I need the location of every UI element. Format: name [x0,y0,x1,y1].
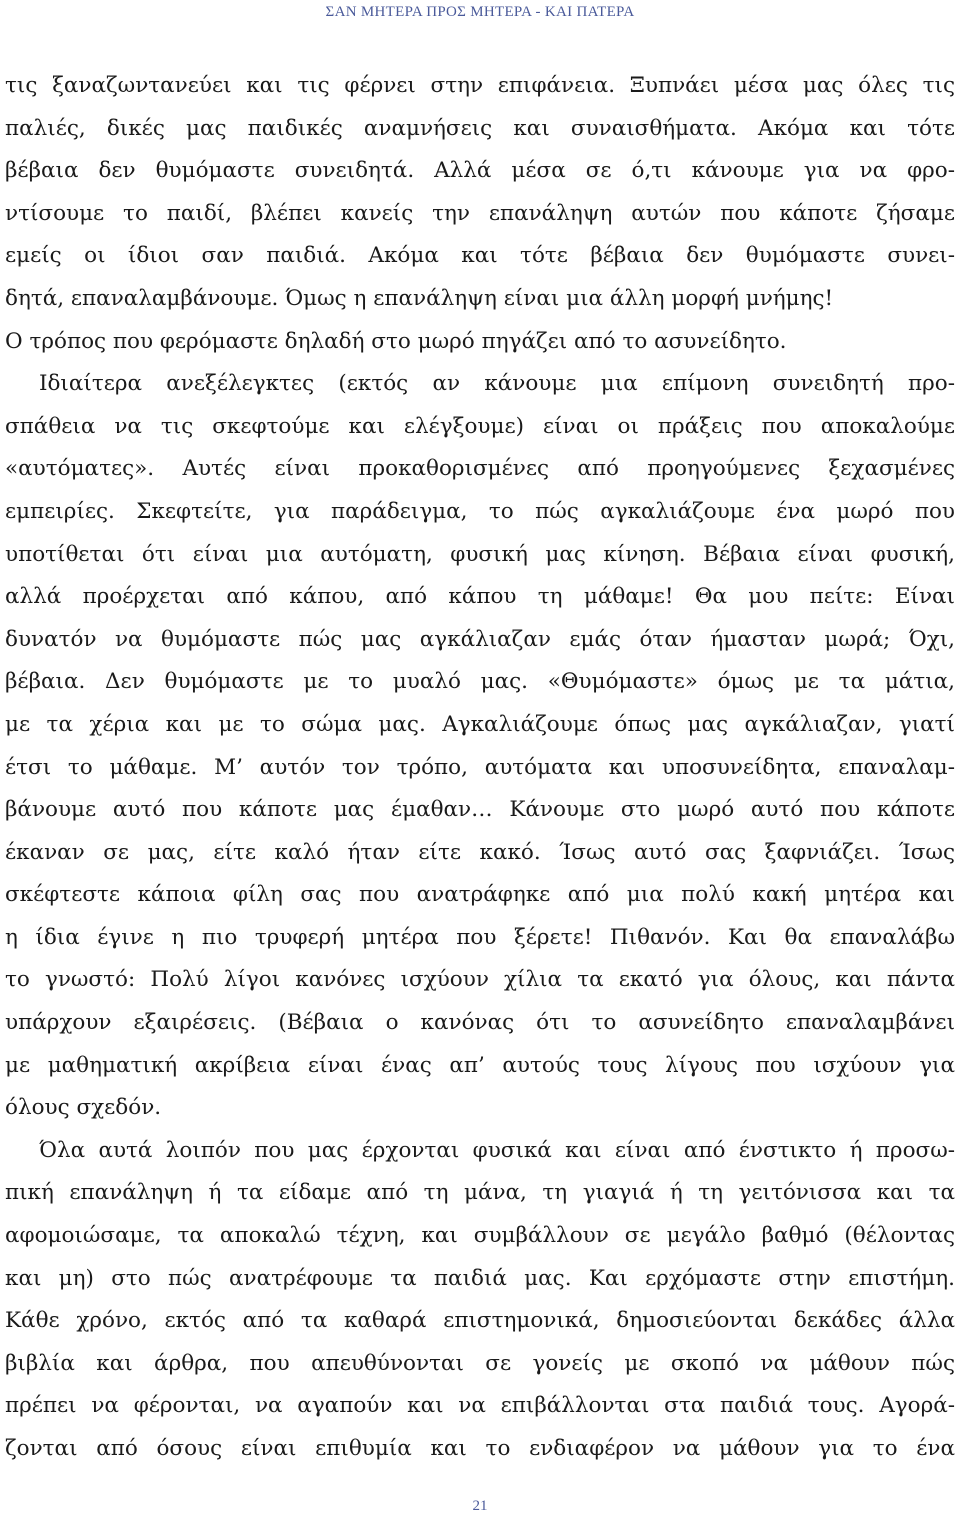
text-line: σπάθεια να τις σκεφτούμε και ελέγξουμε) είναι οι πράξεις που αποκαλούμε [5,413,955,439]
text-line: Κάθε χρόνο, εκτός από τα καθαρά επιστημονικά, δημοσιεύονται δεκάδες άλλα [5,1308,955,1334]
text-line: βάνουμε αυτό που κάποτε μας έμαθαν… Κάνουμε στο μωρό αυτό που κάποτε [5,797,955,823]
text-line: και μη) στο πώς ανατρέφουμε τα παιδιά μας. Και ερχόμαστε στην επιστήμη. [5,1265,955,1291]
text-line: με τα χέρια και με το σώμα μας. Αγκαλιάζουμε όπως μας αγκάλιαζαν, γιατί [5,711,955,737]
text-line: πική επανάληψη ή τα είδαμε από τη μάνα, τη γιαγιά ή τη γειτόνισσα και τα [5,1180,955,1206]
running-header: ΣΑΝ ΜΗΤΕΡΑ ΠΡΟΣ ΜΗΤΕΡΑ - ΚΑΙ ΠΑΤΕΡΑ [325,4,635,20]
text-line: πρέπει να φέρονται, να αγαπούν και να επιβάλλονται στα παιδιά τους. Αγορά- [5,1393,955,1419]
page-body [5,65,955,1471]
text-line: παλιές, δικές μας παιδικές αναμνήσεις και συναισθήματα. Ακόμα και τότε [5,115,955,141]
text-line: δυνατόν να θυμόμαστε πώς μας αγκάλιαζαν εμάς όταν ήμασταν μωρά; Όχι, [5,626,955,652]
text-line: έκαναν σε μας, είτε καλό ήταν είτε κακό. Ίσως αυτό σας ξαφνιάζει. Ίσως [5,839,955,865]
text-line: βέβαια δεν θυμόμαστε συνειδητά. Αλλά μέσα σε ό,τι κάνουμε για να φρο- [5,158,955,184]
text-line: υποτίθεται ότι είναι μια αυτόματη, φυσική μας κίνηση. Βέβαια είναι φυσική, [5,541,955,567]
text-line: σκέφτεστε κάποια φίλη σας που ανατράφηκε από μια πολύ κακή μητέρα και [5,882,955,908]
text-line: βιβλία και άρθρα, που απευθύνονται σε γονείς με σκοπό να μάθουν πώς [5,1350,955,1376]
text-line: εμείς οι ίδιοι σαν παιδιά. Ακόμα και τότε βέβαια δεν θυμόμαστε συνει- [5,243,955,269]
text-line: αλλά προέρχεται από κάπου, από κάπου τη μάθαμε! Θα μου πείτε: Είναι [5,584,955,610]
text-line: Ιδιαίτερα ανεξέλεγκτες (εκτός αν κάνουμε μια επίμονη συνειδητή προ- [39,371,955,397]
text-line: η ίδια έγινε η πιο τρυφερή μητέρα που ξέρετε! Πιθανόν. Και θα επαναλάβω [5,924,955,950]
text-line: το γνωστό: Πολύ λίγοι κανόνες ισχύουν χίλια τα εκατό για όλους, και πάντα [5,967,955,993]
text-line: Όλα αυτά λοιπόν που μας έρχονται φυσικά και είναι από ένστικτο ή προσω- [39,1137,955,1163]
text-line: όλους σχεδόν. [5,1095,162,1121]
text-line: ζονται από όσους είναι επιθυμία και το ενδιαφέρον να μάθουν για το ένα [5,1436,955,1461]
text-line: «αυτόματες». Αυτές είναι προκαθορισμένες από προηγούμενες ξεχασμένες [5,456,955,482]
text-line: ντίσουμε το παιδί, βλέπει κανείς την επανάληψη αυτών που κάποτε ζήσαμε [5,200,955,226]
text-line: βέβαια. Δεν θυμόμαστε με το μυαλό μας. «Θυμόμαστε» όμως με τα μάτια, [5,669,955,695]
page-number: 21 [472,1498,488,1514]
text-line: με μαθηματική ακρίβεια είναι ένας απ’ αυτούς τους λίγους που ισχύουν για [5,1052,955,1078]
text-line: εμπειρίες. Σκεφτείτε, για παράδειγμα, το πώς αγκαλιάζουμε ένα μωρό που [5,498,955,524]
text-line: έτσι το μάθαμε. Μ’ αυτόν τον τρόπο, αυτόματα και υποσυνείδητα, επαναλαμ- [5,754,955,780]
text-line: αφομοιώσαμε, τα αποκαλώ τέχνη, και συμβάλλουν σε μεγάλο βαθμό (θέλοντας [5,1223,955,1249]
text-line: Ο τρόπος που φερόμαστε δηλαδή στο μωρό πηγάζει από το ασυνείδητο. [5,328,787,354]
text-line: υπάρχουν εξαιρέσεις. (Βέβαια ο κανόνας ότι το ασυνείδητο επαναλαμβάνει [5,1010,955,1036]
text-line: δητά, επαναλαμβάνουμε. Όμως η επανάληψη είναι μια άλλη μορφή μνήμης! [5,285,834,311]
text-line: τις ξαναζωντανεύει και τις φέρνει στην επιφάνεια. Ξυπνάει μέσα μας όλες τις [5,73,955,98]
